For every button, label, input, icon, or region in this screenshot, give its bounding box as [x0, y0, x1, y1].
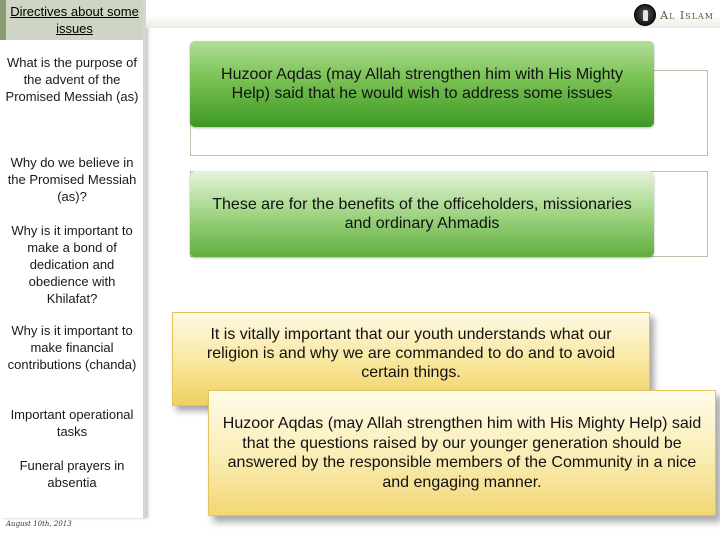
sidebar-header[interactable] [0, 0, 143, 40]
note-questions-answered [208, 390, 716, 516]
date-label: August 10th, 2013 [6, 520, 72, 528]
sidebar-header-label[interactable]: Directives about some issues [10, 4, 139, 36]
note-text: Huzoor Aqdas (may Allah strengthen him with His Mighty Help) said that the questions raised by our younger generation should be answered by the responsible members of the Community in a nice and engaging manner. [222, 415, 702, 491]
green-panel-text: Huzoor Aqdas (may Allah strengthen him with His Mighty Help) said that he would wish to address some issues [221, 66, 623, 102]
sidebar [0, 0, 146, 518]
alislam-logo [634, 3, 714, 27]
sidebar-item-financial-contributions[interactable]: Why is it important to make financial contributions (chanda) [7, 323, 137, 372]
seal-icon [634, 4, 656, 26]
note-text: It is vitally important that our youth understands what our religion is and why we are commanded to do and to avoid certain things. [206, 326, 616, 381]
sidebar-item-operational-tasks[interactable]: Important operational tasks [10, 407, 134, 439]
sidebar-item-bond-with-khilafat[interactable]: Why is it important to make a bond of dedication and obedience with Khilafat? [11, 223, 133, 306]
green-panel-benefits [190, 171, 654, 257]
logo-text: Al Islam [660, 8, 714, 22]
sidebar-item-why-believe[interactable]: Why do we believe in the Promised Messiah (as)? [7, 155, 137, 204]
sidebar-item-purpose-of-advent[interactable]: What is the purpose of the advent of the Promised Messiah (as) [5, 55, 139, 104]
green-panel-text: These are for the benefits of the officeholders, missionaries and ordinary Ahmadis [212, 196, 632, 232]
top-banner [146, 0, 720, 28]
sidebar-item-funeral-prayers[interactable]: Funeral prayers in absentia [19, 458, 125, 490]
green-panel-address-issues [190, 41, 654, 127]
